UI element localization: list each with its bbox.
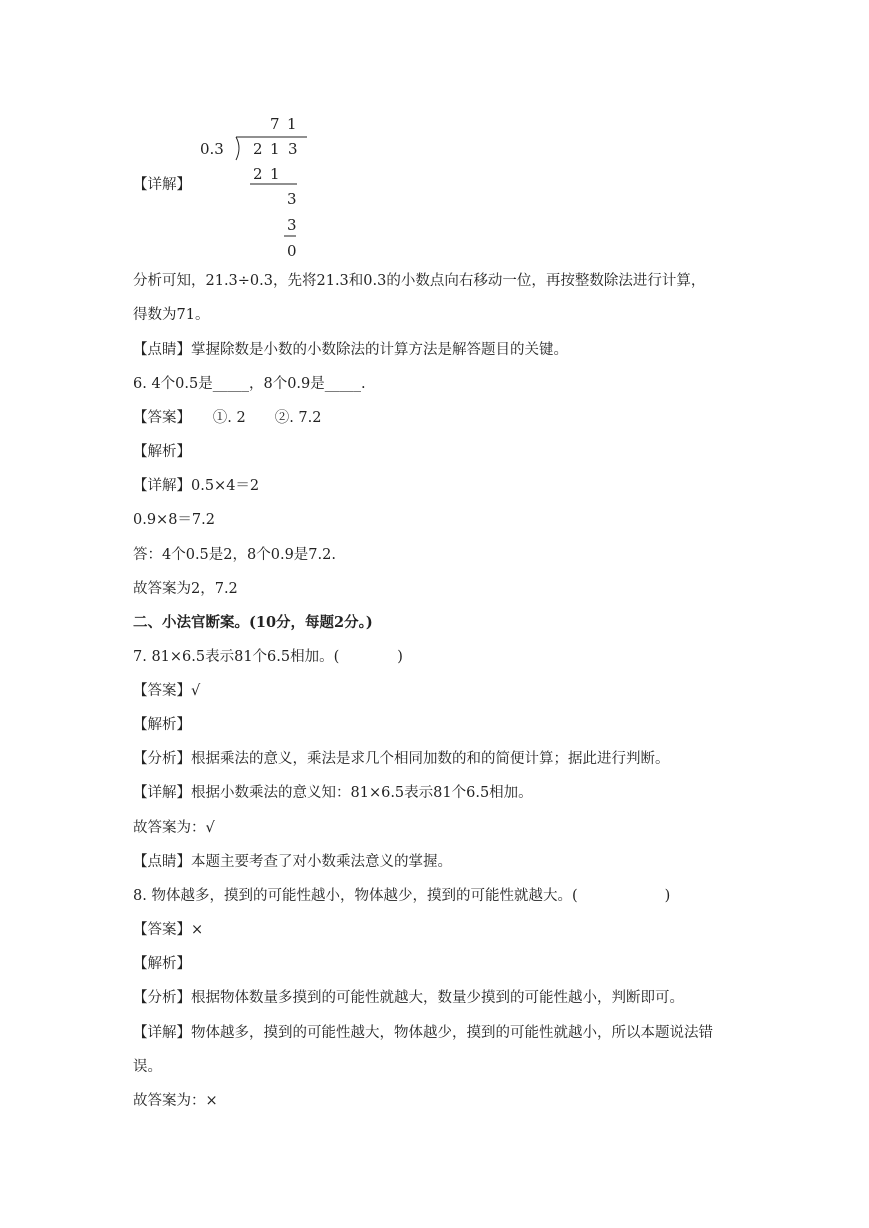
text-line: 故答案为2，7.2 xyxy=(133,581,238,597)
text-line: 故答案为：√ xyxy=(133,820,215,836)
section-heading: 二、小法官断案。(10分，每题2分。) xyxy=(133,614,373,631)
text-line: 答：4个0.5是2，8个0.9是7.2. xyxy=(133,547,336,563)
remainder: 0 xyxy=(287,242,297,260)
divisor: 0.3 xyxy=(200,140,224,158)
text-line: 【点睛】掌握除数是小数的小数除法的计算方法是解答题目的关键。 xyxy=(133,342,568,358)
division-bracket xyxy=(236,137,239,160)
detail-label: 【详解】 xyxy=(133,177,191,193)
text-line: 【分析】根据物体数量多摸到的可能性就越大，数量少摸到的可能性越小，判断即可。 xyxy=(133,990,684,1006)
dividend-digit: 2 xyxy=(253,140,263,158)
text-line: 0.9×8＝7.2 xyxy=(133,512,215,528)
text-line: 分析可知，21.3÷0.3，先将21.3和0.3的小数点向右移动一位，再按整数除法进行计算， xyxy=(133,273,706,289)
analysis-label: 【解析】 xyxy=(133,444,191,460)
step-digit: 1 xyxy=(270,165,280,183)
text-line: 故答案为：× xyxy=(133,1093,218,1109)
text-line: 【详解】0.5×4＝2 xyxy=(133,478,260,494)
long-division-figure xyxy=(190,110,330,265)
text-line: 【详解】根据小数乘法的意义知：81×6.5表示81个6.5相加。 xyxy=(133,785,533,801)
analysis-label: 【解析】 xyxy=(133,956,191,972)
answer-line: 【答案】√ xyxy=(133,683,201,699)
step-digit: 2 xyxy=(253,165,263,183)
step-digit: 3 xyxy=(287,216,297,234)
dividend-digit: 3 xyxy=(288,140,298,158)
text-line: 误。 xyxy=(133,1059,162,1075)
step-digit: 3 xyxy=(287,190,297,208)
question-7: 7. 81×6.5表示81个6.5相加。( ) xyxy=(133,649,403,665)
question-8: 8. 物体越多，摸到的可能性越小，物体越少，摸到的可能性就越大。( ) xyxy=(133,888,671,904)
answer-line: 【答案】× xyxy=(133,922,204,938)
quotient-digit: 1 xyxy=(287,115,297,133)
text-line: 【详解】物体越多，摸到的可能性越大，物体越少，摸到的可能性就越小，所以本题说法错 xyxy=(133,1025,713,1041)
text-line: 得数为71。 xyxy=(133,307,210,323)
dividend-digit: 1 xyxy=(270,140,280,158)
quotient-digit: 7 xyxy=(270,115,280,133)
answer-line: 【答案】 ①. 2 ②. 7.2 xyxy=(133,410,322,426)
analysis-label: 【解析】 xyxy=(133,717,191,733)
text-line: 【点睛】本题主要考查了对小数乘法意义的掌握。 xyxy=(133,854,452,870)
question-6: 6. 4个0.5是_____，8个0.9是_____. xyxy=(133,376,366,392)
text-line: 【分析】根据乘法的意义，乘法是求几个相同加数的和的简便计算；据此进行判断。 xyxy=(133,751,670,767)
